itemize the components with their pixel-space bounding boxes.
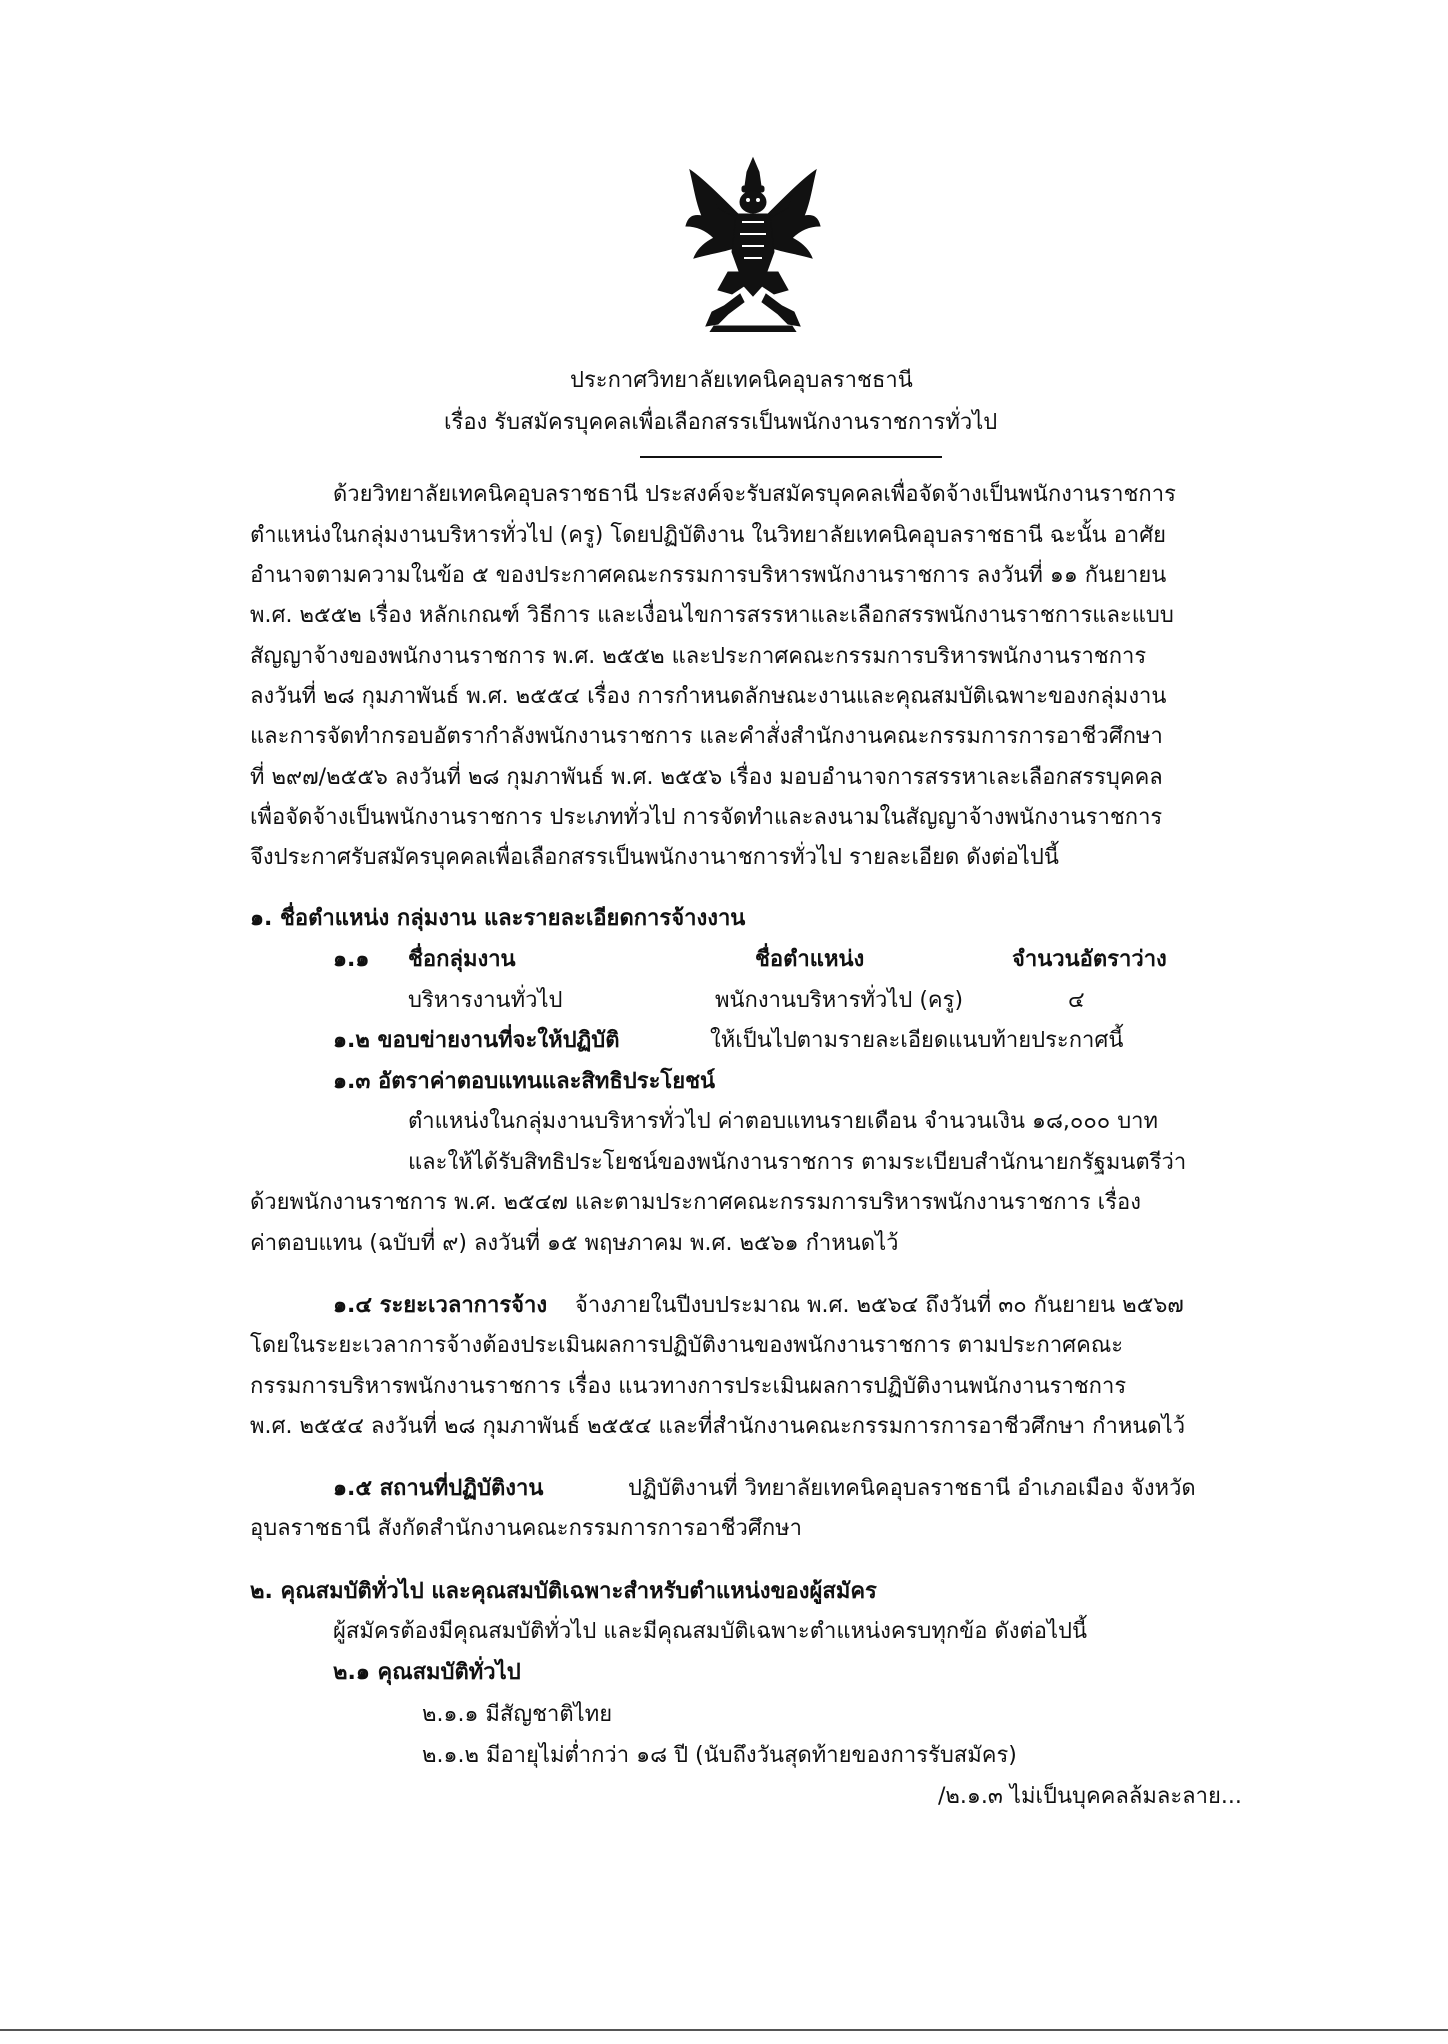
page-continuation: /๒.๑.๓ ไม่เป็นบุคคลล้มละลาย... — [938, 1784, 1242, 1809]
intro-line: ที่ ๒๙๗/๒๕๕๖ ลงวันที่ ๒๘ กุมภาพันธ์ พ.ศ. ๒๕๕๖ เรื่อง มอบอำนาจการสรรหาเละเลือกสรรบุคคล — [250, 765, 1163, 790]
section-1-4-line: โดยในระยะเวลาการจ้างต้องประเมินผลการปฏิบัติงานของพนักงานราชการ ตามประกาศคณะ — [250, 1333, 1124, 1358]
section-1-4-label: ๑.๔ ระยะเวลาการจ้าง — [333, 1293, 548, 1318]
section-2-1-item: ๒.๑.๑ มีสัญชาติไทย — [422, 1702, 613, 1727]
header-divider — [640, 456, 942, 458]
section-1-3-line: ด้วยพนักงานราชการ พ.ศ. ๒๕๔๗ และตามประกาศคณะกรรมการบริหารพนักงานราชการ เรื่อง — [250, 1190, 1141, 1215]
vacancy-table-cell-group: บริหารงานทั่วไป — [408, 988, 563, 1013]
section-1-3-line: ค่าตอบแทน (ฉบับที่ ๙) ลงวันที่ ๑๕ พฤษภาคม พ.ศ. ๒๕๖๑ กำหนดไว้ — [250, 1231, 899, 1256]
vacancy-table-header-position: ชื่อตำแหน่ง — [755, 947, 865, 972]
intro-line: ด้วยวิทยาลัยเทคนิคอุบลราชธานี ประสงค์จะรับสมัครบุคคลเพื่อจัดจ้างเป็นพนักงานราชการ — [333, 482, 1176, 507]
intro-line: ตำแหน่งในกลุ่มงานบริหารทั่วไป (ครู) โดยปฏิบัติงาน ในวิทยาลัยเทคนิคอุบลราชธานี ฉะนั้น อาศัย — [250, 523, 1167, 548]
section-1-heading: ๑. ชื่อตำแหน่ง กลุ่มงาน และรายละเอียดการจ้างงาน — [250, 906, 746, 931]
vacancy-table-header-group: ชื่อกลุ่มงาน — [408, 947, 516, 972]
vacancy-table-header-vacancy: จำนวนอัตราว่าง — [1012, 947, 1167, 972]
intro-line: และการจัดทำกรอบอัตรากำลังพนักงานราชการ และคำสั่งสำนักงานคณะกรรมการการอาชีวศึกษา — [250, 724, 1163, 749]
vacancy-table-cell-position: พนักงานบริหารทั่วไป (ครู) — [715, 988, 964, 1013]
announcement-title: ประกาศวิทยาลัยเทคนิคอุบลราชธานี — [570, 368, 913, 393]
section-1-3-label: ๑.๓ อัตราค่าตอบแทนและสิทธิประโยชน์ — [333, 1069, 716, 1094]
intro-line: อำนาจตามความในข้อ ๕ ของประกาศคณะกรรมการบริหารพนักงานราชการ ลงวันที่ ๑๑ กันยายน — [250, 563, 1167, 588]
scan-edge-line — [0, 2029, 1448, 2031]
section-2-1-item: ๒.๑.๒ มีอายุไม่ต่ำกว่า ๑๘ ปี (นับถึงวันสุดท้ายของการรับสมัคร) — [422, 1743, 1017, 1768]
section-1-1-number: ๑.๑ — [333, 947, 370, 972]
section-1-3-line: ตำแหน่งในกลุ่มงานบริหารทั่วไป ค่าตอบแทนรายเดือน จำนวนเงิน ๑๘,๐๐๐ บาท — [408, 1109, 1159, 1134]
intro-line: เพื่อจัดจ้างเป็นพนักงานราชการ ประเภททั่วไป การจัดทำและลงนามในสัญญาจ้างพนักงานราชการ — [250, 805, 1163, 830]
section-1-4-text: จ้างภายในปีงบประมาณ พ.ศ. ๒๕๖๔ ถึงวันที่ ๓๐ กันยายน ๒๕๖๗ — [575, 1293, 1184, 1318]
section-1-4-line: พ.ศ. ๒๕๕๔ ลงวันที่ ๒๘ กุมภาพันธ์ ๒๕๕๔ และที่สำนักงานคณะกรรมการการอาชีวศึกษา กำหนดไว้ — [250, 1414, 1186, 1439]
intro-line: สัญญาจ้างของพนักงานราชการ พ.ศ. ๒๕๕๒ และประกาศคณะกรรมการบริหารพนักงานราชการ — [250, 644, 1147, 669]
section-1-5-label: ๑.๕ สถานที่ปฏิบัติงาน — [333, 1476, 544, 1501]
section-2-1-label: ๒.๑ คุณสมบัติทั่วไป — [333, 1660, 521, 1685]
vacancy-table-cell-vacancy: ๔ — [1068, 988, 1085, 1013]
section-1-3-line: และให้ได้รับสิทธิประโยชน์ของพนักงานราชการ ตามระเบียบสำนักนายกรัฐมนตรีว่า — [408, 1150, 1187, 1175]
intro-line: ลงวันที่ ๒๘ กุมภาพันธ์ พ.ศ. ๒๕๕๔ เรื่อง การกำหนดลักษณะงานและคุณสมบัติเฉพาะของกลุ่มงาน — [250, 684, 1167, 709]
intro-line: พ.ศ. ๒๕๕๒ เรื่อง หลักเกณฑ์ วิธีการ และเงื่อนไขการสรรหาและเลือกสรรพนักงานราชการและแบบ — [250, 603, 1174, 628]
garuda-emblem — [684, 156, 822, 332]
section-1-4-line: กรรมการบริหารพนักงานราชการ เรื่อง แนวทางการประเมินผลการปฏิบัติงานพนักงานราชการ — [250, 1374, 1127, 1399]
intro-line: จึงประกาศรับสมัครบุคคลเพื่อเลือกสรรเป็นพนักงานาชการทั่วไป รายละเอียด ดังต่อไปนี้ — [250, 845, 1059, 870]
announcement-subject: เรื่อง รับสมัครบุคคลเพื่อเลือกสรรเป็นพนักงานราชการทั่วไป — [444, 410, 998, 435]
section-1-5-text: ปฏิบัติงานที่ วิทยาลัยเทคนิคอุบลราชธานี อำเภอเมือง จังหวัด — [628, 1476, 1196, 1501]
section-1-2-label: ๑.๒ ขอบข่ายงานที่จะให้ปฏิบัติ — [333, 1028, 620, 1053]
section-2-heading: ๒. คุณสมบัติทั่วไป และคุณสมบัติเฉพาะสำหรับตำแหน่งของผู้สมัคร — [250, 1579, 877, 1604]
section-2-intro: ผู้สมัครต้องมีคุณสมบัติทั่วไป และมีคุณสมบัติเฉพาะตำแหน่งครบทุกข้อ ดังต่อไปนี้ — [333, 1619, 1088, 1644]
section-1-2-text: ให้เป็นไปตามรายละเอียดแนบท้ายประกาศนี้ — [710, 1028, 1124, 1053]
section-1-5-line: อุบลราชธานี สังกัดสำนักงานคณะกรรมการการอาชีวศึกษา — [250, 1516, 802, 1541]
